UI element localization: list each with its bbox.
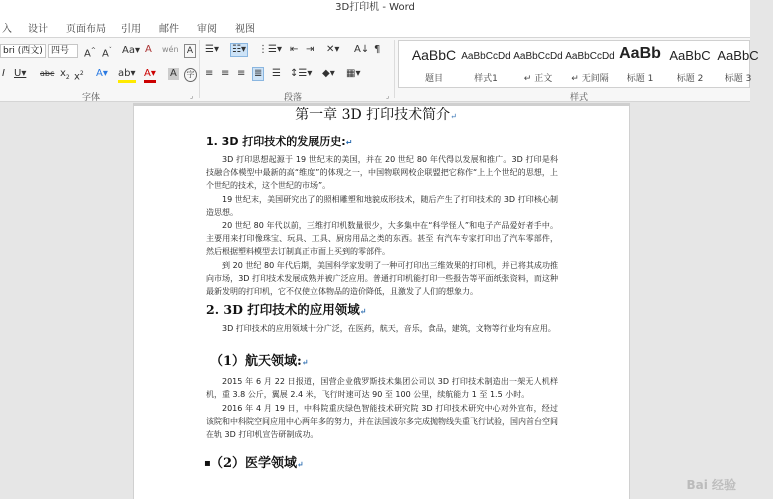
sort-icon[interactable]: A↓ xyxy=(354,44,370,55)
char-shading-icon[interactable]: A xyxy=(170,68,177,79)
tab-view[interactable]: 视图 xyxy=(235,24,255,35)
style-sample: AaBbCcDd xyxy=(461,51,511,62)
multilevel-list-icon[interactable]: ⋮☰▾ xyxy=(258,44,282,55)
chinese-layout-icon[interactable]: ✕▾ xyxy=(326,44,340,55)
section-heading-text: 2. 3D 打印技术的应用领域 xyxy=(206,302,360,317)
distributed-icon[interactable]: ☰ xyxy=(272,68,281,79)
paragraph-5: 3D 打印技术的应用领域十分广泛，在医药，航天，音乐，食品，建筑，文物等行业均有应用。 xyxy=(222,324,556,333)
char-border-icon[interactable]: A xyxy=(184,44,196,58)
paragraph-launcher-icon[interactable]: ⌟ xyxy=(386,92,390,100)
bullets-icon[interactable]: ☰▾ xyxy=(205,44,219,55)
paragraph-mark-icon: ↵ xyxy=(450,112,457,121)
align-right-icon[interactable]: ≡ xyxy=(237,68,246,79)
chapter-title-text: 第一章 3D 打印技术简介 xyxy=(295,107,451,123)
subsection-heading-text: （2）医学领域 xyxy=(210,456,298,471)
tab-insert[interactable]: 入 xyxy=(2,24,12,35)
tab-references[interactable]: 引用 xyxy=(121,24,141,35)
tab-review[interactable]: 审阅 xyxy=(197,24,217,35)
phonetic-guide-icon[interactable]: wén xyxy=(162,45,179,54)
subsection-heading-aerospace: （1）航天领域:↵ xyxy=(210,354,309,369)
divider xyxy=(394,40,395,98)
paragraph-7: 2016 年 4 月 19 日，中科院重庆绿色智能技术研究院 3D 打印技术研究中心对外宣布，经过该院和中科院空间应用中心两年多的努力，并在法国波尔多完成抛物线失重飞行试验，国内首台空间在轨 3D 打印机宣告研制成功。 xyxy=(206,404,558,439)
numbering-icon[interactable]: ☷▾ xyxy=(232,44,246,55)
section-heading-2: 2. 3D 打印技术的应用领域↵ xyxy=(206,302,367,317)
style-name: ↵ 正文 xyxy=(523,74,553,84)
chapter-title xyxy=(206,106,546,126)
styles-gallery xyxy=(398,40,759,88)
section-heading-1: 1. 3D 打印技术的发展历史:↵ xyxy=(206,135,353,148)
grow-font-icon[interactable]: A^ xyxy=(84,47,96,60)
show-marks-icon[interactable]: ¶ xyxy=(374,44,381,55)
clear-format-icon[interactable]: A xyxy=(145,44,152,55)
enclose-char-icon[interactable]: 字 xyxy=(184,68,197,82)
style-sample: AaBbCcDd xyxy=(513,51,563,62)
paragraph-6: 2015 年 6 月 22 日报道，国营企业俄罗斯技术集团公司以 3D 打印技术制造出一架无人机样机，重 3.8 公斤，翼展 2.4 米，飞行时速可达 90 至 100 公里，续航能力 1 至 1.5 小时。 xyxy=(206,377,558,399)
paragraph-3: 20 世纪 80 年代以前，三维打印机数量很少，大多集中在“科学怪人”和电子产品爱好者手中。主要用来打印像珠宝、玩具、工具、厨房用品之类的东西。甚至 有汽车专家打印出了汽车零部件，然后根据塑料模型去订制真正市面上买到的零部件。 xyxy=(206,221,558,256)
paragraph-4: 到 20 世纪 80 年代后期，美国科学家发明了一种可打印出三维效果的打印机，并已将其成功推向市场，3D 打印技术发展成熟并被广泛应用。普通打印机能打印一些报告等平面纸张资料，而这种最新发明的打印机，它不仅使立体物品的造价降低，且激发了人们的想象力。 xyxy=(206,261,558,296)
line-spacing-icon[interactable]: ↕☰▾ xyxy=(290,68,313,79)
document-page[interactable] xyxy=(133,106,630,499)
font-launcher-icon[interactable]: ⌟ xyxy=(190,92,194,100)
change-case-icon[interactable]: Aa▾ xyxy=(122,45,140,56)
divider xyxy=(199,40,200,98)
group-label-styles: 样式 xyxy=(570,93,589,103)
superscript-icon[interactable]: $x^2$ xyxy=(74,70,84,83)
tab-design[interactable]: 设计 xyxy=(28,24,48,35)
style-sample: AaBbC xyxy=(411,47,457,63)
strikethrough-icon[interactable]: abc xyxy=(40,69,55,78)
style-name: 标题 1 xyxy=(626,74,654,84)
highlight-icon[interactable]: ab▾ xyxy=(118,68,136,83)
style-sample: AaBbCcDd xyxy=(565,51,615,62)
paragraph-1: 3D 打印思想起源于 19 世纪末的美国，并在 20 世纪 80 年代得以发展和推广。3D 打印是科技融合体模型中最新的高“维度”的体现之一，中国物联网校企联盟把它称作“上上个世纪的思想，上个世纪的技术，这个世纪的市场”。 xyxy=(206,155,558,190)
style-name: 标题 2 xyxy=(676,74,704,84)
style-sample: AaBbC xyxy=(669,48,711,63)
font-size-box[interactable]: 四号 xyxy=(48,44,78,58)
align-left-icon[interactable]: ≡ xyxy=(205,68,214,79)
section-heading-text: 1. 3D 打印技术的发展历史: xyxy=(206,135,346,148)
style-name: ↵ 无间隔 xyxy=(571,74,609,84)
decrease-indent-icon[interactable]: ⇤ xyxy=(290,44,299,55)
style-sample: AaBb xyxy=(619,45,661,62)
tab-mailings[interactable]: 邮件 xyxy=(159,24,179,35)
justify-icon[interactable]: ≣ xyxy=(254,68,263,79)
shading-icon[interactable]: ◆▾ xyxy=(322,68,335,79)
borders-icon[interactable]: ▦▾ xyxy=(346,68,361,79)
ribbon-tabs xyxy=(0,16,750,38)
font-name-box[interactable]: bri (西文) xyxy=(0,44,46,58)
tab-layout[interactable]: 页面布局 xyxy=(66,24,106,35)
style-name: 标题 3 xyxy=(724,74,752,84)
style-name: 样式1 xyxy=(474,74,498,84)
subscript-icon[interactable]: $x_2$ xyxy=(60,68,70,81)
shrink-font-icon[interactable]: $A^ˇ$ xyxy=(102,47,112,60)
text-effect-icon[interactable]: A▾ xyxy=(96,68,108,79)
italic-icon[interactable]: I xyxy=(2,68,5,79)
watermark-logo: Bai 经验 xyxy=(686,478,736,492)
subsection-heading-text: （1）航天领域: xyxy=(210,354,302,369)
window-title: 3D打印机 - Word xyxy=(0,0,750,16)
group-label-font: 字体 xyxy=(82,93,101,103)
increase-indent-icon[interactable]: ⇥ xyxy=(306,44,315,55)
style-sample: AaBbC xyxy=(717,48,759,63)
subsection-heading-medical: ▪ （2）医学领域↵ xyxy=(204,456,304,471)
group-label-paragraph: 段落 xyxy=(284,93,303,103)
align-center-icon[interactable]: ≡ xyxy=(221,68,230,79)
bullet-icon: ▪ xyxy=(204,458,211,469)
paragraph-2: 19 世纪末，美国研究出了的照相雕塑和地貌成形技术，随后产生了打印技术的 3D 打印核心制造思想。 xyxy=(206,195,558,217)
style-name: 题目 xyxy=(424,74,443,84)
font-color-icon[interactable]: A▾ xyxy=(144,68,156,83)
style-heading3[interactable] xyxy=(703,41,773,87)
underline-icon[interactable]: U▾ xyxy=(14,68,27,79)
